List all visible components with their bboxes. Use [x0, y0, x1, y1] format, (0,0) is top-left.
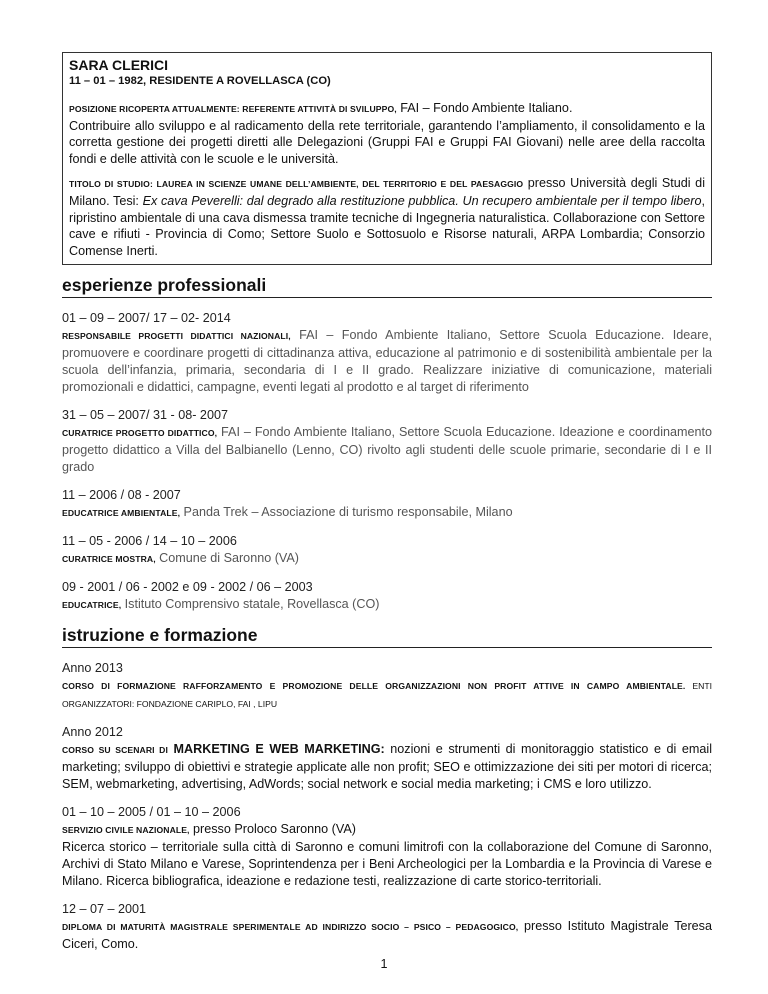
entry-date: 09 - 2001 / 06 - 2002 e 09 - 2002 / 06 – 2003 — [62, 580, 313, 595]
education-entry — [62, 660, 712, 713]
entry-text: presso Proloco Saronno (VA) — [189, 822, 356, 837]
degree — [69, 175, 705, 259]
entry-role: CORSO SU SCENARI DI — [62, 745, 168, 756]
entry-date: Anno 2012 — [62, 725, 123, 740]
entry-text: Istituto Comprensivo statale, Rovellasca (CO) — [121, 597, 380, 612]
entry-role: EDUCATRICE, — [62, 600, 122, 611]
degree-label: TITOLO DI STUDIO: LAUREA IN SCIENZE UMANE DELL’AMBIENTE, DEL TERRITORIO E DEL PAESAGGIO — [69, 179, 524, 190]
degree-text-1: presso Università degli Studi di Milano. Tesi: — [69, 176, 705, 208]
entry-role-emphasis: MARKETING E WEB MARKETING: — [167, 742, 385, 757]
cv-page — [62, 52, 712, 964]
experience-entry — [62, 487, 712, 522]
entry-role: RESPONSABILE PROGETTI DIDATTICI NAZIONALI, — [62, 331, 291, 342]
entry-text: FAI – Fondo Ambiente Italiano, Settore Scuola Educazione. Ideazione e coordinamento progetto didattico a Villa del Balbianello (Lenno, CO) rivolto agli studenti delle scuole primarie, secondarie di I e II grado — [62, 425, 712, 475]
entry-description: Ricerca storico – territoriale sulla città di Saronno e comuni limitrofi con la collaborazione del Comune di Saronno, Archivi di Stato Milano e Varese, Soprintendenza per i Beni Archeologici per la Lombardia e la Provincia di Varese e Milano. Ricerca bibliografica, ideazione e redazione testi, realizzazione di carte storico-territoriali. — [62, 840, 712, 889]
profile-box — [62, 52, 712, 265]
position-description: Contribuire allo sviluppo e al radicamento della rete territoriale, garantendo l’ampliamento, il consolidamento e la corretta gestione dei progetti diretti alle Delegazioni (Gruppi FAI e Gruppi FAI Giovani) nelle aree della raccolta fondi e delle attività con le scuole e le università. — [69, 118, 705, 166]
entry-text: Panda Trek – Associazione di turismo responsabile, Milano — [180, 505, 513, 520]
entry-date: 11 – 05 - 2006 / 14 – 10 – 2006 — [62, 534, 237, 549]
position-label: POSIZIONE RICOPERTA ATTUALMENTE: REFERENTE ATTIVITÀ DI SVILUPPO, — [69, 104, 397, 114]
entry-date: 31 – 05 – 2007/ 31 - 08- 2007 — [62, 408, 228, 423]
experience-entry — [62, 310, 712, 396]
education-entry — [62, 901, 712, 953]
degree-text-2: , ripristino ambientale di una cava dismessa tramite tecniche di Ingegneria naturalistica. Collaborazione con Settore cave e rifiuti - Provincia di Como; Settore Suolo e Sottosuolo e Risorse naturali, ARPA Lombardia; Consorzio Comense Inerti. — [69, 193, 705, 258]
experience-entry — [62, 579, 712, 614]
entry-role: CORSO DI FORMAZIONE RAFFORZAMENTO E PROMOZIONE DELLE ORGANIZZAZIONI NON PROFIT ATTIVE IN CAMPO AMBIENTALE. — [62, 681, 686, 692]
entry-date: 01 – 10 – 2005 / 01 – 10 – 2006 — [62, 805, 241, 820]
entry-date: 01 – 09 – 2007/ 17 – 02- 2014 — [62, 311, 231, 326]
experience-entry — [62, 407, 712, 476]
entry-role: EDUCATRICE AMBIENTALE, — [62, 508, 181, 519]
birth-residence: 11 – 01 – 1982, RESIDENTE A ROVELLASCA (CO) — [69, 75, 331, 87]
education-entry — [62, 724, 712, 793]
experience-heading: esperienze professionali — [62, 275, 712, 298]
entry-text: FAI – Fondo Ambiente Italiano, Settore Scuola Educazione. Ideare, promuovere e coordinare progetti di cittadinanza attiva, educazione al patrimonio e di sostenibilità ambientale per la scuola dell’infanzia, primaria, secondaria di I e II grado. Realizzare iniziative di comunicazione, materiali promozionali e didattici, campagne, eventi legati al prodotto e al target di riferimento — [62, 328, 712, 395]
entry-date: Anno 2013 — [62, 661, 123, 676]
thesis-title: Ex cava Peverelli: dal degrado alla restituzione pubblica. Un recupero ambientale per il tempo libero — [142, 193, 702, 208]
current-position — [69, 100, 705, 167]
education-heading: istruzione e formazione — [62, 625, 712, 648]
candidate-name: SARA CLERICI — [69, 57, 169, 73]
entry-role: CURATRICE PROGETTO DIDATTICO, — [62, 428, 218, 439]
entry-date: 12 – 07 – 2001 — [62, 902, 147, 917]
entry-role: DIPLOMA DI MATURITÀ MAGISTRALE SPERIMENTALE AD INDIRIZZO SOCIO – PSICO – PEDAGOGICO, — [62, 922, 519, 933]
entry-text: ENTI ORGANIZZATORI: FONDAZIONE CARIPLO, FAI , LIPU — [62, 681, 712, 710]
entry-text: Comune di Saronno (VA) — [155, 551, 299, 566]
entry-text: presso Istituto Magistrale Teresa Ciceri, Como. — [62, 919, 712, 952]
entry-date: 11 – 2006 / 08 - 2007 — [62, 488, 181, 503]
entry-role: CURATRICE MOSTRA, — [62, 554, 156, 565]
education-entry — [62, 804, 712, 890]
entry-role: SERVIZIO CIVILE NAZIONALE, — [62, 825, 190, 836]
experience-entry — [62, 533, 712, 568]
entry-text: nozioni e strumenti di monitoraggio statistico e di email marketing; sviluppo di obiettivi e strategie applicate alle non profit; SEO e ottimizzazione dei siti per motori di ricerca; SEM, webmarketing, advertising, AdWords; social network e social media marketing; i CMS e loro utilizzo. — [62, 742, 712, 792]
page-number: 1 — [380, 957, 388, 971]
position-org: FAI – Fondo Ambiente Italiano. — [396, 101, 573, 115]
